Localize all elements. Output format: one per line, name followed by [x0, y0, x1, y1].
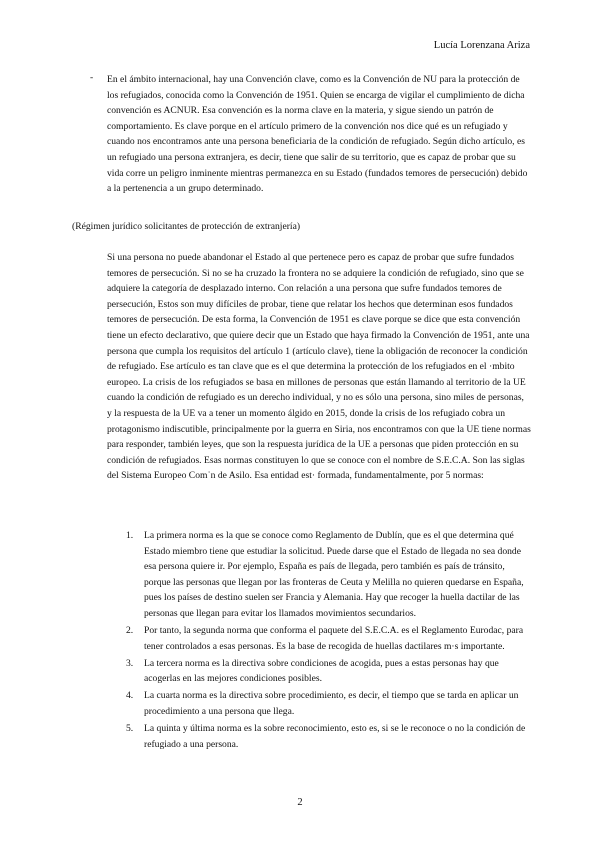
list-item-text: La tercera norma es la directiva sobre condiciones de acogida, pues a estas personas hay que acogerlas en las mejores condiciones posibles. [144, 657, 499, 685]
list-item-text: La cuarta norma es la directiva sobre procedimiento, es decir, el tiempo que se tarda en aplicar un procedimiento a una persona que llega. [144, 690, 519, 718]
list-number: 4. [126, 690, 134, 702]
page-number: 2 [297, 797, 303, 808]
author-header: Lucía Lorenzana Ariza [433, 40, 530, 51]
list-item [126, 656, 526, 687]
list-item [126, 721, 526, 752]
list-item [126, 688, 526, 719]
norms-list [126, 528, 526, 754]
list-number: 3. [126, 657, 134, 669]
list-number: 5. [126, 723, 134, 735]
list-item-text: La primera norma es la que se conoce como Reglamento de Dublín, que es el que determina qué Estado miembro tiene que estudiar la solicitud. Puede darse que el Estado de llegada no sea donde esa persona quiere ir. Por ejemplo, España es país de llegada, pero también es país de tránsito, porque las personas que llegan por las fronteras de Ceuta y Melilla no quieren quedarse en España, pues los países de destino suelen ser Francia y Alemania. Hay que recoger la huella dactilar de las personas que llegan para evitar los llamados movimientos secundarios. [144, 530, 524, 619]
list-number: 1. [126, 530, 134, 541]
list-item [126, 623, 526, 654]
list-item-text: Por tanto, la segunda norma que conforma el paquete del S.E.C.A. es el Reglamento Eurodac, para tener controlados a esas personas. Es la base de recogida de huellas dactilares m·s importante. [144, 625, 524, 652]
bullet-marker: - [90, 72, 94, 83]
intro-paragraph: En el ámbito internacional, hay una Convención clave, como es la Convención de NU para la protección de los refugiados, conocida como la Convención de 1951. Quien se encarga de vigilar el cumplimiento de dicha convención es ACNUR. Esa convención es la norma clave en la materia, y sigue siendo un patrón de comportamiento. Es clave porque en el artículo primero de la convención nos dice qué es un refugiado y cuando nos encontramos ante una persona beneficiaria de la condición de refugiado. Según dicho artículo, es un refugiado una persona extranjera, es decir, tiene que salir de su territorio, que es capaz de probar que su vida corre un peligro inminente mientras permanezca en su Estado (fundados temores de persecución) debido a la pertenencia a un grupo determinado. [107, 74, 528, 195]
body-paragraph: Si una persona no puede abandonar el Estado al que pertenece pero es capaz de probar que sufre fundados temores de persecución. Si no se ha cruzado la frontera no se adquiere la condición de refugiado, sino que se adquiere la categoría de desplazado interno. Con relación a una persona que sufre fundados temores de persecución, Estos son muy difíciles de probar, tiene que relatar los hechos que determinan esos fundados temores de persecución. De esta forma, la Convención de 1951 es clave porque se dice que esta convención tiene un efecto declarativo, que quiere decir que un Estado que haya firmado la Convención de 1951, ante una persona que cumpla los requisitos del artículo 1 (artículo clave), tiene la obligación de reconocer la condición de refugiado. Ese artículo es tan clave que es el que determina la protección de los refugiados en el ·mbito europeo. La crisis de los refugiados se basa en millones de personas que están llamando al territorio de la UE cuando la condición de refugiado es un derecho individual, y no es sólo una persona, sino miles de personas, y la respuesta de la UE va a tener un momento álgido en 2015, donde la crisis de los refugiado cobra un protagonismo indiscutible, principalmente por la guerra en Siria, nos encontramos con que la UE tiene normas para responder, también leyes, que son la respuesta jurídica de la UE a personas que piden protección en su condición de refugiados. Esas normas constituyen lo que se conoce con el nombre de S.E.C.A. Son las siglas del Sistema Europeo Com˙n de Asilo. Esa entidad est· formada, fundamentalmente, por 5 normas: [107, 252, 531, 482]
list-item-text: La quinta y última norma es la sobre reconocimiento, esto es, si se le reconoce o no la condición de refugiado a una persona. [144, 723, 526, 750]
list-number: 2. [126, 625, 134, 637]
section-heading: (Régimen jurídico solicitantes de protección de extranjería) [72, 221, 301, 232]
list-item [126, 528, 526, 622]
